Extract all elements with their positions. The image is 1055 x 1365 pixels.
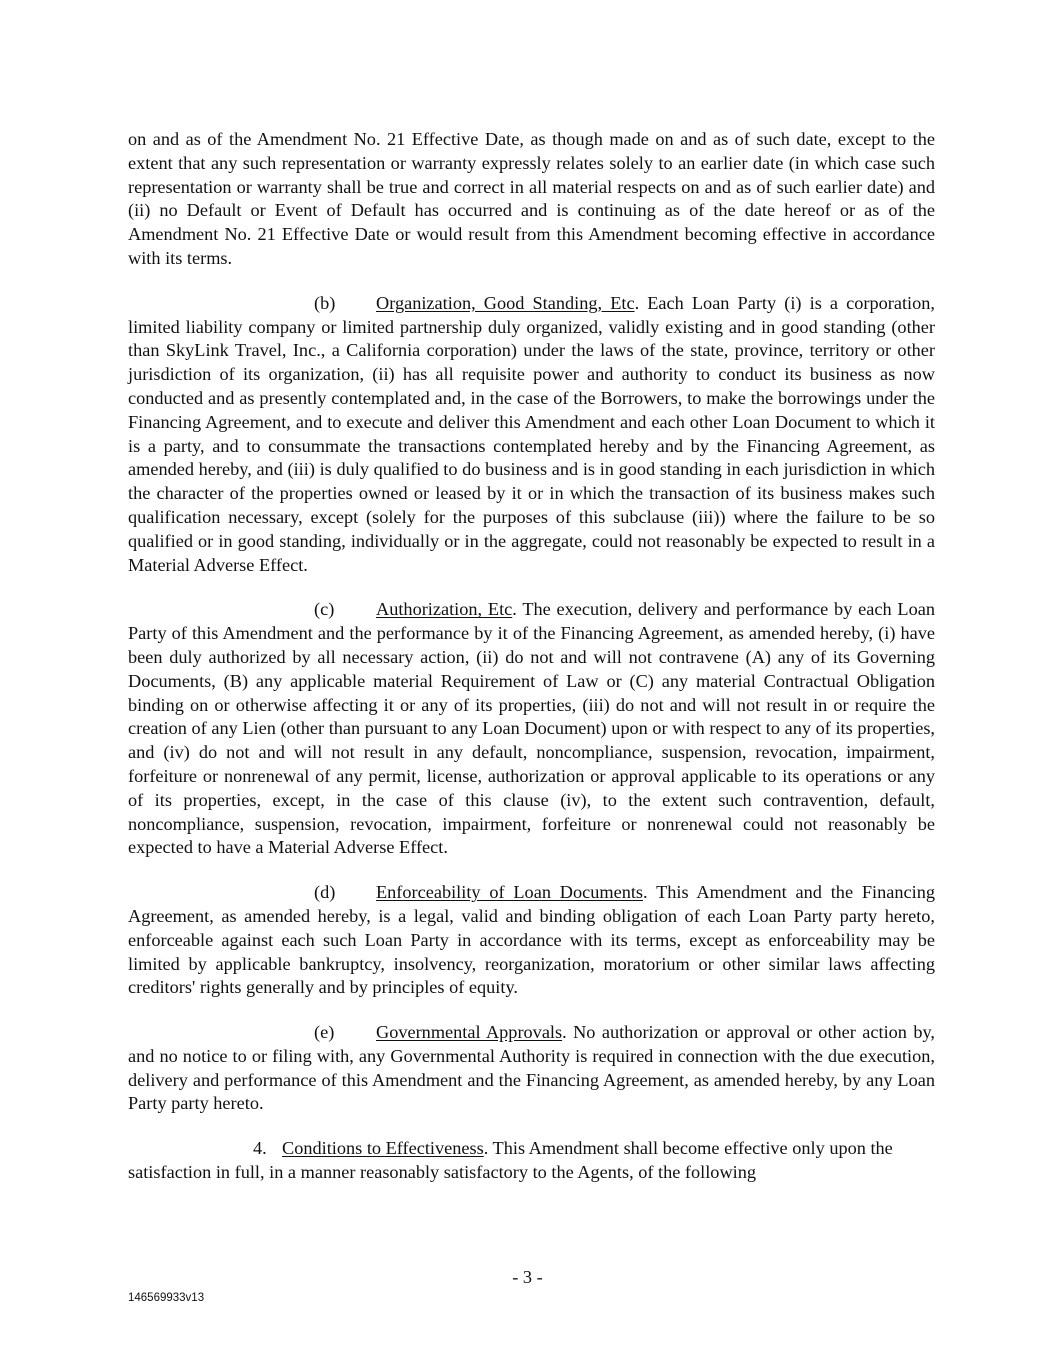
section-heading: Conditions to Effectiveness [282,1138,484,1159]
clause-label: (b) [314,292,336,313]
clause-heading: Authorization, Etc [376,599,513,620]
clause-heading: Governmental Approvals [376,1022,563,1043]
clause-text: . Each Loan Party (i) is a corporation, limited liability company or limited partnership duly organized, validly existing and in good standing (other than SkyLink Travel, Inc., a California corporation) under the laws of the state, province, territory or other jurisdiction of its organization, (ii) has all requisite power and authority to conduct its business as now conducted and as presently contemplated and, in the case of the Borrowers, to make the borrowings under the Financing Agreement, and to execute and deliver this Amendment and each other Loan Document to which it is a party, and to consummate the transactions contemplated hereby and by the Financing Agreement, as amended hereby, and (iii) is duly qualified to do business and is in good standing in each jurisdiction in which the character of the properties owned or leased by it or in which the transaction of its business makes such qualification necessary, except (solely for the purposes of this subclause (iii)) where the failure to be so qualified or in good standing, individually or in the aggregate, could not reasonably be expected to result in a Material Adverse Effect. [128,292,935,575]
clause-label: (c) [314,599,335,620]
section-4-conditions [128,1137,935,1185]
section-3b-organization [128,292,935,578]
paragraph-text: on and as of the Amendment No. 21 Effective Date, as though made on and as of such date, except to the extent that any such representation or warranty expressly relates solely to an earlier date (in which case such representation or warranty shall be true and correct in all material respects on and as of such earlier date) and (ii) no Default or Event of Default has occurred and is continuing as of the date hereof or as of the Amendment No. 21 Effective Date or would result from this Amendment becoming effective in accordance with its terms. [128,129,935,268]
section-3c-authorization [128,598,935,860]
section-number: 4. [253,1138,267,1159]
section-text: . This Amendment shall become effective only upon the satisfaction in full, in a manner reasonably satisfactory to the Agents, of the following [128,1138,893,1183]
clause-text: . The execution, delivery and performance by each Loan Party of this Amendment and the performance by it of the Financing Agreement, as amended hereby, (i) have been duly authorized by all necessary action, (ii) do not and will not contravene (A) any of its Governing Documents, (B) any applicable material Requirement of Law or (C) any material Contractual Obligation binding on or otherwise affecting it or any of its properties, (iii) do not and will not result in or require the creation of any Lien (other than pursuant to any Loan Document) upon or with respect to any of its properties, and (iv) do not and will not result in any default, noncompliance, suspension, revocation, impairment, forfeiture or nonrenewal of any permit, license, authorization or approval applicable to its operations or any of its properties, except, in the case of this clause (iv), to the extent such contravention, default, noncompliance, suspension, revocation, impairment, forfeiture or nonrenewal could not reasonably be expected to have a Material Adverse Effect. [128,599,935,858]
section-3e-governmental-approvals [128,1021,935,1116]
clause-heading: Enforceability of Loan Documents [376,882,644,903]
page-number: - 3 - [512,1267,543,1287]
clause-label: (e) [314,1022,335,1043]
section-3d-enforceability [128,881,935,1000]
clause-text: . This Amendment and the Financing Agreement, as amended hereby, is a legal, valid and binding obligation of each Loan Party party hereto, enforceable against each such Loan Party in accordance with its terms, except as enforceability may be limited by applicable bankruptcy, insolvency, reorganization, moratorium or other similar laws affecting creditors' rights generally and by principles of equity. [128,882,935,998]
clause-label: (d) [314,882,336,903]
clause-heading: Organization, Good Standing, Etc [376,292,635,313]
clause-text: . No authorization or approval or other action by, and no notice to or filing with, any Governmental Authority is required in connection with the due execution, delivery and performance of this Amendment and the Financing Agreement, as amended hereby, by any Loan Party party hereto. [128,1022,935,1114]
paragraph-continuation [128,128,935,271]
document-id: 146569933v13 [128,1292,205,1304]
document-body [128,128,935,1206]
